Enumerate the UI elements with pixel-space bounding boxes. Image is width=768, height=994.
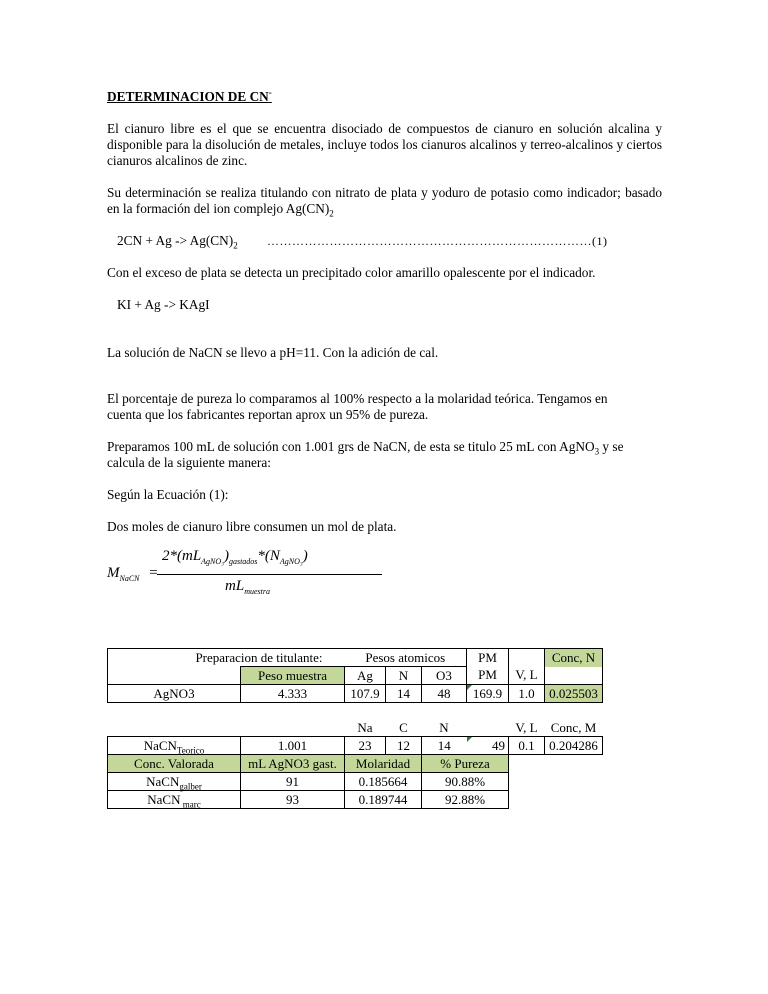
document-title: DETERMINACION DE CN- — [107, 87, 272, 104]
nacn-table — [107, 719, 603, 809]
paragraph-equation-ref: Según la Ecuación (1): — [107, 487, 229, 502]
fraction-bar — [157, 574, 382, 575]
table-row: Peso muestra Ag N O3 PM V, L — [108, 667, 603, 685]
paragraph-ph: La solución de NaCN se llevo a pH=11. Con la adición de cal. — [107, 345, 439, 360]
titrant-table — [107, 648, 603, 703]
paragraph-excess-silver: Con el exceso de plata se detecta un precipitado color amarillo opalescente por el indicador. — [107, 265, 596, 280]
table-row: Na C N V, L Conc, M — [357, 719, 597, 735]
paragraph-free-cyanide: El cianuro libre es el que se encuentra disociado de compuestos de cianuro en solución alcalina y disponible para la disolución de metales, incluye todos los cianuros alcalinos y terreo-alcalinos y ciertos cianuros alcalinos de zinc. — [107, 121, 662, 168]
formula-denominator: $mL_{muestra}$ — [225, 578, 270, 596]
formula-lhs: $M_{NaCN}$ = — [107, 565, 158, 583]
paragraph-determination: Su determinación se realiza titulando con nitrato de plata y yoduro de potasio como indicador; basado en la formación del ion complejo $Ag(CN)_2$ — [107, 185, 662, 219]
table-row: AgNO3 4.333 107.9 14 48 169.9 1.0 0.025503 — [108, 685, 603, 703]
equation-1: $2CN + Ag -> Ag(CN)_2$ ……………………………………………………………………(1) — [117, 233, 608, 251]
equation-2: KI + Ag -> KAgI — [117, 297, 210, 312]
molarity-formula — [107, 548, 427, 598]
paragraph-preparation: Preparamos 100 mL de solución con 1.001 grs de NaCN, de esta se titulo 25 mL con AgNO$_3$ y se calcula de la siguiente manera: — [107, 439, 624, 470]
table-row: NaCN$_{Teorico}$ 1.001 23 12 14 49 0.1 0.204286 — [108, 737, 603, 755]
paragraph-purity: El porcentaje de pureza lo comparamos al 100% respecto a la molaridad teórica. Tengamos en cuenta que los fabricantes reportan aprox un 95% de pureza. — [107, 391, 608, 422]
table-row: NaCN $_{marc}$ 93 0.189744 92.88% — [108, 791, 603, 809]
paragraph-moles: Dos moles de cianuro libre consumen un mol de plata. — [107, 519, 397, 534]
table-row: NaCN$_{galber}$ 91 0.185664 90.88% — [108, 773, 603, 791]
formula-numerator: $2*(mL_{AgNO_3})_{gastados}*(N_{AgNO_3})$ — [162, 548, 308, 566]
table-row: Conc. Valorada mL AgNO3 gast. Molaridad % Pureza — [108, 755, 603, 773]
table-row: Preparacion de titulante: Pesos atomicos PM Conc, N — [108, 649, 603, 667]
